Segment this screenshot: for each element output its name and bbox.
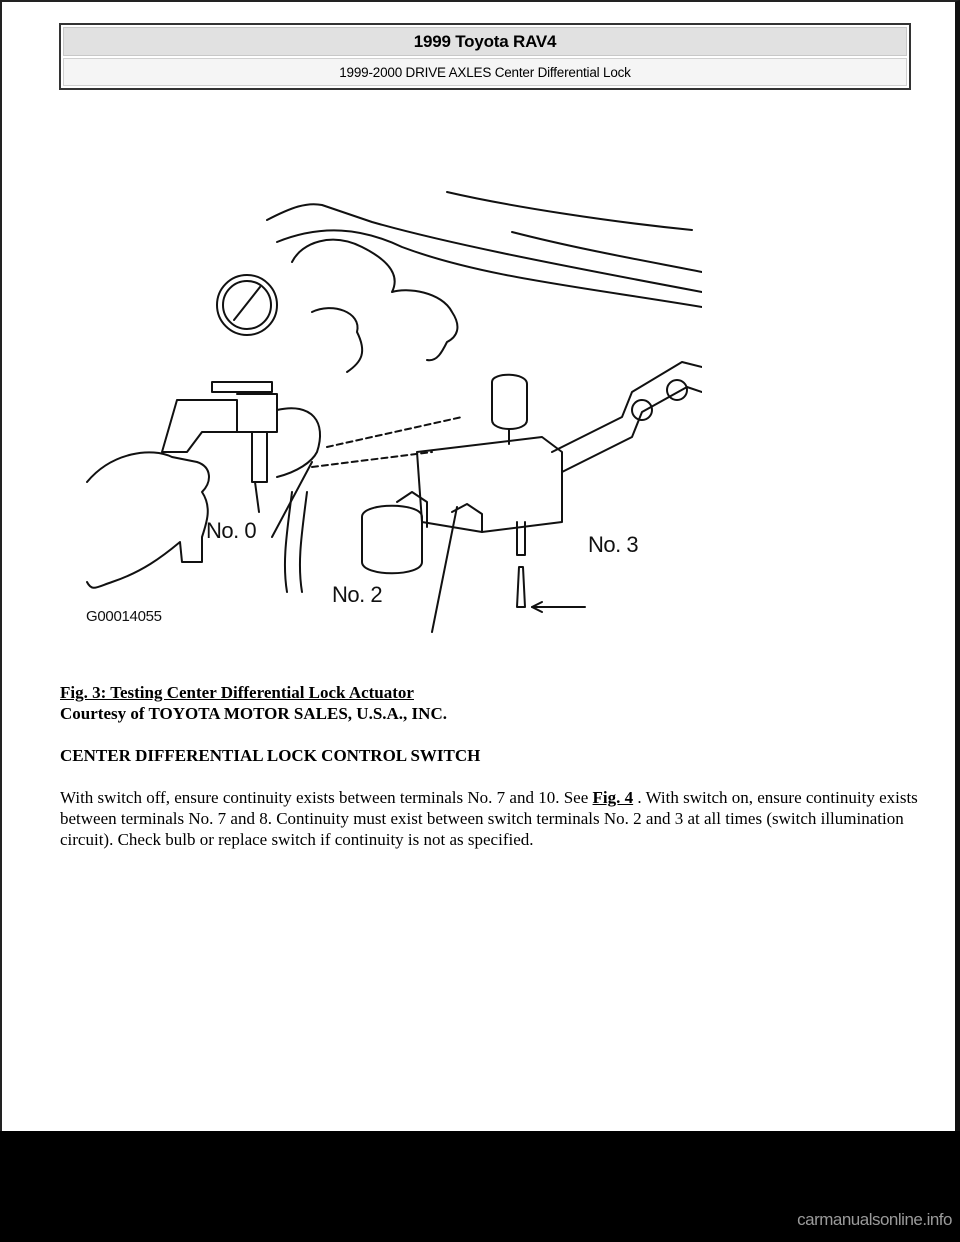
document-header	[59, 23, 911, 90]
figure-3-illustration	[62, 162, 702, 642]
fig-4-link[interactable]: Fig. 4	[592, 788, 634, 807]
label-no-3: No. 3	[588, 532, 639, 557]
vehicle-title: 1999 Toyota RAV4	[63, 27, 907, 56]
section-subtitle: 1999-2000 DRIVE AXLES Center Differential Lock	[63, 58, 907, 86]
vacuum-pump-actuator-drawing-icon	[62, 162, 702, 642]
section-heading: CENTER DIFFERENTIAL LOCK CONTROL SWITCH	[60, 746, 481, 765]
label-no-2: No. 2	[332, 582, 383, 607]
site-watermark: carmanualsonline.info	[797, 1210, 952, 1229]
figure-code: G00014055	[86, 608, 162, 625]
label-no-0: No. 0	[206, 518, 257, 543]
paragraph-text-2: . With switch on, ensure continuity exists between terminals No. 7 and 8. Continuity must exist between switch terminals No. 2 and 3 at all times (switch illumination circuit). Check bulb or replace switch if continuity is not as specified.	[60, 788, 918, 849]
paragraph-text-1: With switch off, ensure continuity exists between terminals No. 7 and 10. See	[60, 788, 593, 807]
figure-courtesy: Courtesy of TOYOTA MOTOR SALES, U.S.A., INC.	[60, 704, 447, 723]
document-body	[60, 682, 920, 850]
procedure-paragraph	[60, 787, 920, 850]
figure-caption: Fig. 3: Testing Center Differential Lock Actuator	[60, 683, 414, 702]
